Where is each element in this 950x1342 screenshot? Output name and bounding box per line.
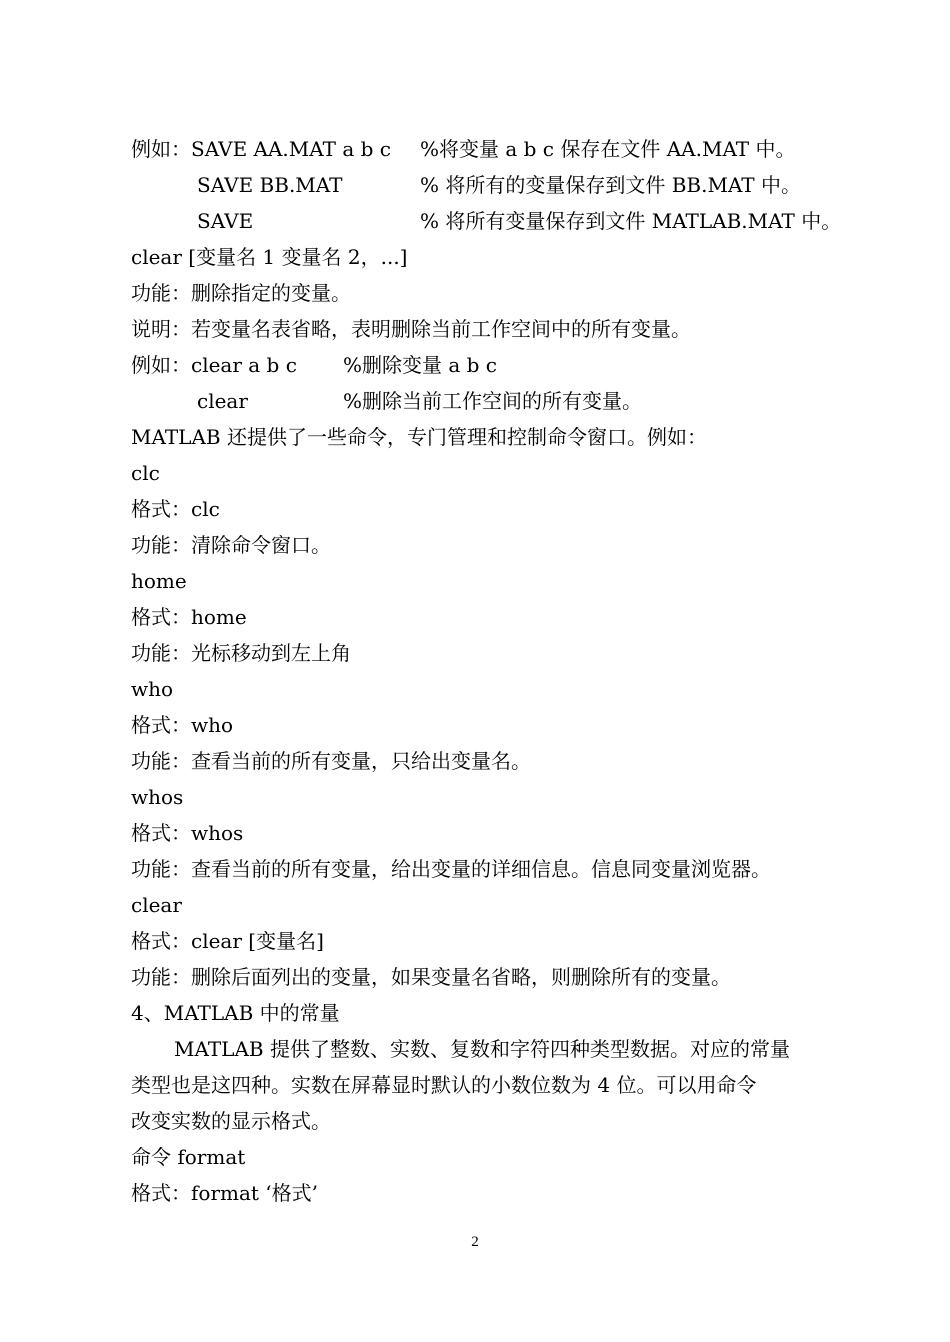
comment-text: %删除变量 a b c [343,353,498,377]
paragraph-line-2: 类型也是这四种。实数在屏幕显时默认的小数位数为 4 位。可以用命令 [131,1073,757,1097]
who-format-line: 格式：who [131,713,234,737]
section-heading-constants: 4、MATLAB 中的常量 [131,1001,340,1025]
format-syntax-line: 格式：format ‘格式’ [131,1181,319,1205]
comment-text: % 将所有的变量保存到文件 BB.MAT 中。 [420,173,801,197]
clear-function-line: 功能：删除指定的变量。 [131,281,351,305]
code-text: SAVE BB.MAT [197,173,343,197]
clear-heading: clear [131,893,182,917]
clc-heading: clc [131,461,160,485]
clear-note-line: 说明：若变量名表省略，表明删除当前工作空间中的所有变量。 [131,317,691,341]
comment-text: %将变量 a b c 保存在文件 AA.MAT 中。 [420,137,796,161]
home-heading: home [131,569,187,593]
code-text: SAVE [197,209,254,233]
whos-format-line: 格式：whos [131,821,244,845]
clear-function-line-2: 功能：删除后面列出的变量，如果变量名省略，则删除所有的变量。 [131,965,731,989]
intro-commands-line: MATLAB 还提供了一些命令，专门管理和控制命令窗口。例如： [131,425,707,449]
code-text: 例如：clear a b c [131,353,297,377]
format-command-heading: 命令 format [131,1145,246,1169]
comment-text: %删除当前工作空间的所有变量。 [343,389,643,413]
clear-format-line: 格式：clear [变量名] [131,929,324,953]
paragraph-line-3: 改变实数的显示格式。 [131,1109,331,1133]
code-text: 例如：SAVE AA.MAT a b c [131,137,391,161]
who-function-line: 功能：查看当前的所有变量，只给出变量名。 [131,749,531,773]
home-function-line: 功能：光标移动到左上角 [131,641,351,665]
page-number: 2 [471,1234,479,1250]
who-heading: who [131,677,174,701]
clc-format-line: 格式：clc [131,497,220,521]
clear-syntax-line: clear [变量名 1 变量名 2，...] [131,245,408,269]
code-text: clear [197,389,248,413]
whos-function-line: 功能：查看当前的所有变量，给出变量的详细信息。信息同变量浏览器。 [131,857,771,881]
comment-text: % 将所有变量保存到文件 MATLAB.MAT 中。 [420,209,842,233]
home-format-line: 格式：home [131,605,247,629]
clc-function-line: 功能：清除命令窗口。 [131,533,331,557]
whos-heading: whos [131,785,184,809]
paragraph-line-1: MATLAB 提供了整数、实数、复数和字符四种类型数据。对应的常量 [174,1037,790,1061]
